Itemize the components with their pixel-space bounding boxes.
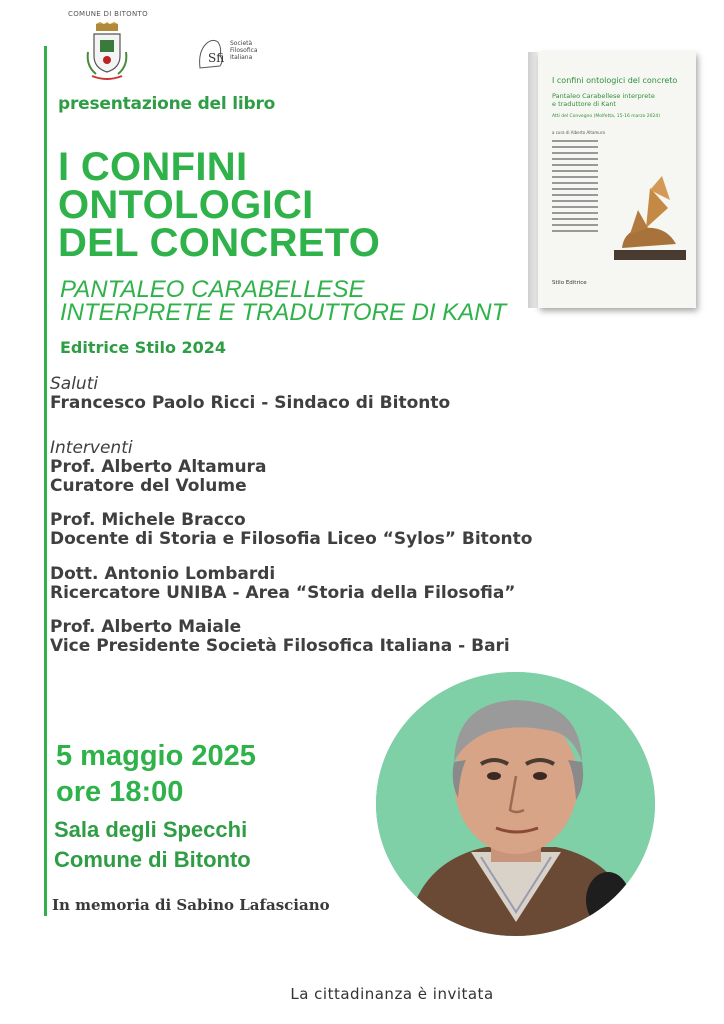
- cover-subtitle: Pantaleo Carabellese interprete e traduttore di Kant: [552, 92, 655, 108]
- speaker-role: Vice Presidente Società Filosofica Italiana - Bari: [50, 636, 510, 656]
- cover-atti: Atti del Convegno (Molfetta, 15-16 marzo 2024): [552, 114, 660, 119]
- book-cover-image: [528, 52, 696, 308]
- memorial-text: In memoria di Sabino Lafasciano: [52, 896, 330, 914]
- book-spine: [528, 52, 538, 308]
- saluti-label: Saluti: [50, 374, 99, 394]
- speaker-entry: [50, 565, 515, 603]
- sfi-name: Società Filosofica Italiana: [230, 40, 258, 61]
- speaker-name: Dott. Antonio Lombardi: [50, 564, 276, 584]
- book-cover: [538, 52, 696, 308]
- header-logos: [60, 8, 280, 88]
- speaker-role: Docente di Storia e Filosofia Liceo “Sylos” Bitonto: [50, 529, 533, 549]
- cover-publisher: Stilo Editrice: [552, 280, 587, 286]
- event-time: ore 18:00: [56, 776, 184, 808]
- publisher: Editrice Stilo 2024: [60, 338, 227, 357]
- sfi-head-icon: [194, 32, 228, 74]
- saluti-section: [50, 375, 450, 413]
- book-title: [58, 145, 381, 265]
- subtitle-line: PANTALEO CARABELLESE: [60, 276, 365, 303]
- municipality-caption: COMUNE DI BITONTO: [68, 10, 148, 18]
- title-line: I CONFINI: [58, 145, 248, 189]
- event-datetime: [56, 738, 256, 810]
- speaker-portrait: [376, 672, 655, 936]
- title-line: ONTOLOGICI: [58, 183, 314, 227]
- cover-curator: a cura di Alberto Altamura: [552, 130, 605, 135]
- sculpture-illustration-icon: [604, 170, 694, 266]
- interventi-section: [50, 439, 266, 496]
- subtitle-line: INTERPRETE E TRADUTTORE DI KANT: [60, 299, 507, 326]
- title-line: DEL CONCRETO: [58, 221, 381, 265]
- svg-text:Sfi: Sfi: [208, 51, 225, 65]
- event-venue: Sala degli Specchi: [54, 817, 248, 842]
- saluti-speaker: Francesco Paolo Ricci - Sindaco di Bitonto: [50, 393, 451, 413]
- cover-title: I confini ontologici del concreto: [552, 76, 678, 85]
- intro-text: presentazione del libro: [58, 94, 276, 114]
- speaker-entry: [50, 511, 532, 549]
- man-portrait-icon: [376, 672, 655, 936]
- footer-invitation: La cittadinanza è invitata: [290, 985, 494, 1003]
- speaker-role: Curatore del Volume: [50, 476, 247, 496]
- event-date: 5 maggio 2025: [56, 740, 256, 772]
- bitonto-coat-of-arms-icon: [82, 22, 132, 84]
- speaker-name: Prof. Michele Bracco: [50, 510, 246, 530]
- event-location: [54, 815, 251, 875]
- interventi-label: Interventi: [50, 438, 133, 458]
- speaker-role: Ricercatore UNIBA - Area “Storia della Filosofia”: [50, 583, 516, 603]
- cover-contributor-list: [552, 140, 598, 236]
- book-subtitle: [60, 278, 506, 324]
- green-vertical-rule: [44, 46, 47, 916]
- speaker-name: Prof. Alberto Maiale: [50, 617, 242, 637]
- sfi-logo: [194, 32, 274, 74]
- speaker-entry: [50, 618, 510, 656]
- speaker-name: Prof. Alberto Altamura: [50, 457, 267, 477]
- event-place: Comune di Bitonto: [54, 847, 251, 872]
